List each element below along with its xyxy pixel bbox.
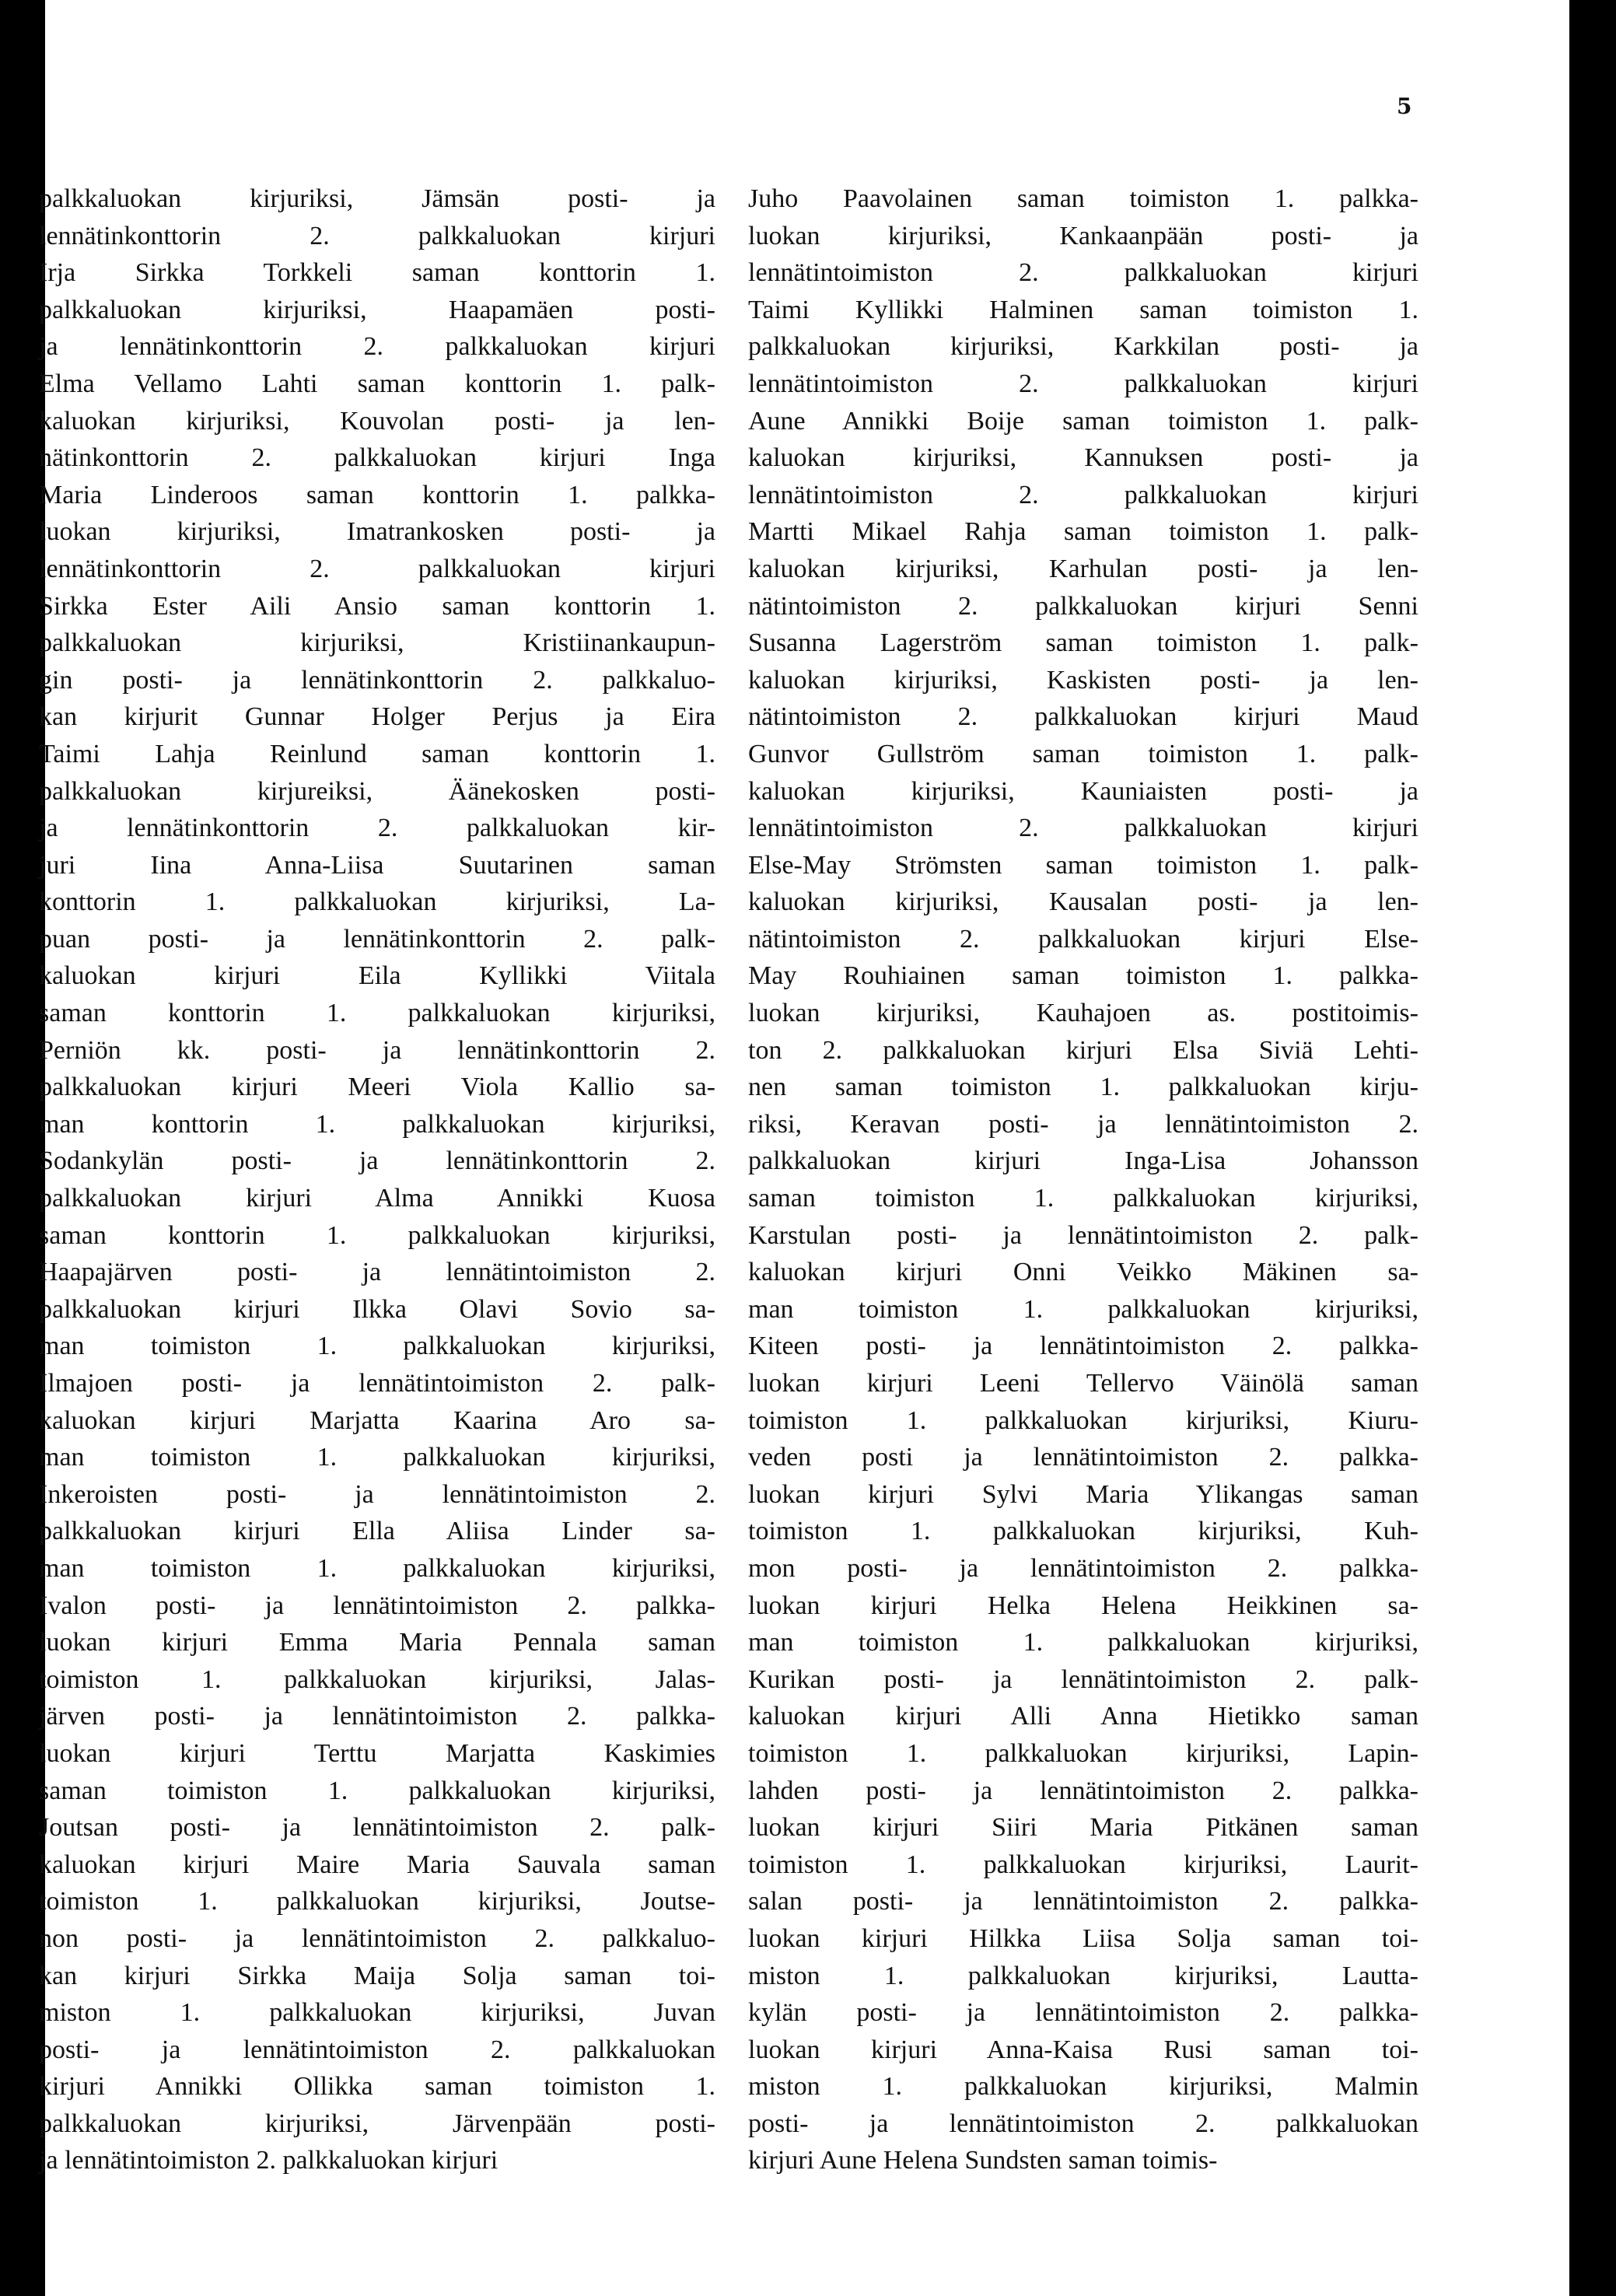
- text-line: kan kirjuri Sirkka Maija Solja saman toi-: [39, 1961, 715, 1990]
- text-line: luokan kirjuri Emma Maria Pennala saman: [39, 1628, 715, 1657]
- text-line: toimiston 1. palkkaluokan kirjuriksi, Kiuru-: [748, 1405, 1418, 1435]
- text-line: man toimiston 1. palkkaluokan kirjuriksi,: [39, 1443, 715, 1472]
- text-line: palkkaluokan kirjuri Inga-Lisa Johansson: [748, 1146, 1418, 1176]
- text-line: luokan kirjuri Siiri Maria Pitkänen saman: [748, 1813, 1418, 1843]
- text-line: Joutsan posti- ja lennätintoimiston 2. palk-: [39, 1813, 715, 1843]
- text-line: Else-May Strömsten saman toimiston 1. palk-: [748, 850, 1418, 880]
- text-line: luokan kirjuri Helka Helena Heikkinen sa-: [748, 1591, 1418, 1620]
- text-line: palkkaluokan kirjuriksi, Karkkilan posti- ja: [748, 332, 1418, 362]
- text-line: mon posti- ja lennätintoimiston 2. palkka-: [748, 1553, 1418, 1583]
- text-line: kaluokan kirjuri Alli Anna Hietikko saman: [748, 1702, 1418, 1731]
- text-line: kylän posti- ja lennätintoimiston 2. palkka-: [748, 1998, 1418, 2028]
- text-line: palkkaluokan kirjureiksi, Äänekosken posti-: [39, 776, 715, 806]
- text-line: May Rouhiainen saman toimiston 1. palkka-: [748, 961, 1418, 991]
- text-line: man toimiston 1. palkkaluokan kirjuriksi,: [748, 1628, 1418, 1657]
- text-line: Kurikan posti- ja lennätintoimiston 2. palk-: [748, 1664, 1418, 1694]
- text-line: kirjuri Annikki Ollikka saman toimiston 1.: [39, 2072, 715, 2102]
- text-line: man konttorin 1. palkkaluokan kirjuriksi,: [39, 1109, 715, 1139]
- text-line: Perniön kk. posti- ja lennätinkonttorin 2.: [39, 1035, 715, 1065]
- text-line: nätintoimiston 2. palkkaluokan kirjuri Senni: [748, 591, 1418, 621]
- text-line: ton 2. palkkaluokan kirjuri Elsa Siviä Lehti-: [748, 1035, 1418, 1065]
- text-line: Ivalon posti- ja lennätintoimiston 2. palkka-: [39, 1591, 715, 1620]
- text-line: saman konttorin 1. palkkaluokan kirjuriksi,: [39, 999, 715, 1028]
- text-line: Juho Paavolainen saman toimiston 1. palkka-: [748, 184, 1418, 213]
- text-line: luokan kirjuri Anna-Kaisa Rusi saman toi-: [748, 2035, 1418, 2064]
- text-line: nätintoimiston 2. palkkaluokan kirjuri Maud: [748, 702, 1418, 732]
- text-line: luokan kirjuri Sylvi Maria Ylikangas saman: [748, 1479, 1418, 1509]
- text-line: saman toimiston 1. palkkaluokan kirjuriksi,: [39, 1776, 715, 1805]
- text-line: kaluokan kirjuri Onni Veikko Mäkinen sa-: [748, 1258, 1418, 1287]
- text-line: kaluokan kirjuriksi, Kannuksen posti- ja: [748, 443, 1418, 473]
- text-line: ja lennätinkonttorin 2. palkkaluokan kir-: [39, 814, 715, 843]
- text-line: man toimiston 1. palkkaluokan kirjuriksi,: [39, 1553, 715, 1583]
- text-line: posti- ja lennätintoimiston 2. palkkaluokan: [748, 2109, 1418, 2138]
- text-line: lennätintoimiston 2. palkkaluokan kirjuri: [748, 480, 1418, 509]
- text-line: luokan kirjuri Hilkka Liisa Solja saman toi-: [748, 1923, 1418, 1953]
- text-line: konttorin 1. palkkaluokan kirjuriksi, La-: [39, 887, 715, 917]
- text-line: riksi, Keravan posti- ja lennätintoimiston 2.: [748, 1109, 1418, 1139]
- text-line: juri Iina Anna-Liisa Suutarinen saman: [39, 850, 715, 880]
- text-line: gin posti- ja lennätinkonttorin 2. palkkaluo-: [39, 665, 715, 695]
- text-line: saman konttorin 1. palkkaluokan kirjuriksi,: [39, 1220, 715, 1250]
- text-line: miston 1. palkkaluokan kirjuriksi, Lautta-: [748, 1961, 1418, 1990]
- text-line: kaluokan kirjuriksi, Kouvolan posti- ja len-: [39, 406, 715, 436]
- text-line: Taimi Kyllikki Halminen saman toimiston 1.: [748, 295, 1418, 324]
- text-line: lennätintoimiston 2. palkkaluokan kirjuri: [748, 369, 1418, 398]
- text-line: Elma Vellamo Lahti saman konttorin 1. palk-: [39, 369, 715, 398]
- text-line: Gunvor Gullström saman toimiston 1. palk-: [748, 739, 1418, 768]
- text-line: non posti- ja lennätintoimiston 2. palkkaluo-: [39, 1923, 715, 1953]
- text-line: man toimiston 1. palkkaluokan kirjuriksi,: [748, 1294, 1418, 1324]
- text-line: palkkaluokan kirjuriksi, Järvenpään posti-: [39, 2109, 715, 2138]
- text-line: Inkeroisten posti- ja lennätintoimiston 2.: [39, 1479, 715, 1509]
- text-line: luokan kirjuri Leeni Tellervo Väinölä saman: [748, 1369, 1418, 1398]
- text-line: kaluokan kirjuriksi, Kaskisten posti- ja len-: [748, 665, 1418, 695]
- text-line: Maria Linderoos saman konttorin 1. palkka-: [39, 480, 715, 509]
- text-line: lennätintoimiston 2. palkkaluokan kirjuri: [748, 814, 1418, 843]
- text-line: Sodankylän posti- ja lennätinkonttorin 2.: [39, 1146, 715, 1176]
- text-line: Haapajärven posti- ja lennätintoimiston 2.: [39, 1258, 715, 1287]
- page-number: 5: [1397, 93, 1413, 119]
- text-line: veden posti ja lennätintoimiston 2. palkka-: [748, 1443, 1418, 1472]
- text-line: kaluokan kirjuri Maire Maria Sauvala saman: [39, 1850, 715, 1879]
- text-line: toimiston 1. palkkaluokan kirjuriksi, Jalas-: [39, 1664, 715, 1694]
- text-line: palkkaluokan kirjuriksi, Jämsän posti- ja: [39, 184, 715, 213]
- text-line: palkkaluokan kirjuri Meeri Viola Kallio sa-: [39, 1073, 715, 1102]
- text-line: Susanna Lagerström saman toimiston 1. palk-: [748, 628, 1418, 658]
- text-line: järven posti- ja lennätintoimiston 2. palkka-: [39, 1702, 715, 1731]
- text-line: toimiston 1. palkkaluokan kirjuriksi, Joutse-: [39, 1887, 715, 1916]
- text-line: lahden posti- ja lennätintoimiston 2. palkka-: [748, 1776, 1418, 1805]
- text-line: toimiston 1. palkkaluokan kirjuriksi, Laurit-: [748, 1850, 1418, 1879]
- scan-border-right: [1569, 0, 1616, 2296]
- text-line: palkkaluokan kirjuriksi, Kristiinankaupun-: [39, 628, 715, 658]
- text-line: man toimiston 1. palkkaluokan kirjuriksi,: [39, 1332, 715, 1361]
- text-line: Irja Sirkka Torkkeli saman konttorin 1.: [39, 258, 715, 288]
- text-line: luokan kirjuri Terttu Marjatta Kaskimies: [39, 1738, 715, 1768]
- text-line: Martti Mikael Rahja saman toimiston 1. palk-: [748, 517, 1418, 547]
- text-line: Ilmajoen posti- ja lennätintoimiston 2. palk-: [39, 1369, 715, 1398]
- left-text-column: [39, 180, 715, 2179]
- text-line: miston 1. palkkaluokan kirjuriksi, Malmin: [748, 2072, 1418, 2102]
- text-line: Sirkka Ester Aili Ansio saman konttorin 1.: [39, 591, 715, 621]
- text-line: ja lennätintoimiston 2. palkkaluokan kirjuri: [39, 2146, 498, 2175]
- text-line: salan posti- ja lennätintoimiston 2. palkka-: [748, 1887, 1418, 1916]
- text-line: kan kirjurit Gunnar Holger Perjus ja Eira: [39, 702, 715, 732]
- text-line: kaluokan kirjuri Eila Kyllikki Viitala: [39, 961, 715, 991]
- text-line: Aune Annikki Boije saman toimiston 1. palk-: [748, 406, 1418, 436]
- text-line: kirjuri Aune Helena Sundsten saman toimis-: [748, 2146, 1218, 2175]
- text-line: Taimi Lahja Reinlund saman konttorin 1.: [39, 739, 715, 768]
- text-line: luokan kirjuriksi, Kauhajoen as. postitoimis-: [748, 999, 1418, 1028]
- text-line: posti- ja lennätintoimiston 2. palkkaluokan: [39, 2035, 715, 2064]
- text-line: lennätinkonttorin 2. palkkaluokan kirjuri: [39, 554, 715, 583]
- text-line: lennätintoimiston 2. palkkaluokan kirjuri: [748, 258, 1418, 288]
- text-line: nätintoimiston 2. palkkaluokan kirjuri Else-: [748, 924, 1418, 954]
- text-line: palkkaluokan kirjuri Alma Annikki Kuosa: [39, 1184, 715, 1213]
- text-line: puan posti- ja lennätinkonttorin 2. palk-: [39, 924, 715, 954]
- text-line: nen saman toimiston 1. palkkaluokan kirju-: [748, 1073, 1418, 1102]
- text-line: luokan kirjuriksi, Kankaanpään posti- ja: [748, 221, 1418, 250]
- text-line: kaluokan kirjuri Marjatta Kaarina Aro sa-: [39, 1405, 715, 1435]
- text-line: miston 1. palkkaluokan kirjuriksi, Juvan: [39, 1998, 715, 2028]
- text-line: ja lennätinkonttorin 2. palkkaluokan kirjuri: [39, 332, 715, 362]
- text-line: palkkaluokan kirjuri Ella Aliisa Linder sa-: [39, 1517, 715, 1546]
- text-line: nätinkonttorin 2. palkkaluokan kirjuri Inga: [39, 443, 715, 473]
- text-line: kaluokan kirjuriksi, Karhulan posti- ja len-: [748, 554, 1418, 583]
- text-line: palkkaluokan kirjuri Ilkka Olavi Sovio sa-: [39, 1294, 715, 1324]
- text-line: toimiston 1. palkkaluokan kirjuriksi, Lapin-: [748, 1738, 1418, 1768]
- right-text-column: [748, 180, 1418, 2179]
- text-line: Kiteen posti- ja lennätintoimiston 2. palkka-: [748, 1332, 1418, 1361]
- text-line: kaluokan kirjuriksi, Kausalan posti- ja len-: [748, 887, 1418, 917]
- text-line: kaluokan kirjuriksi, Kauniaisten posti- ja: [748, 776, 1418, 806]
- text-line: Karstulan posti- ja lennätintoimiston 2. palk-: [748, 1220, 1418, 1250]
- text-line: luokan kirjuriksi, Imatrankosken posti- ja: [39, 517, 715, 547]
- text-line: toimiston 1. palkkaluokan kirjuriksi, Kuh-: [748, 1517, 1418, 1546]
- text-line: lennätinkonttorin 2. palkkaluokan kirjuri: [39, 221, 715, 250]
- text-line: palkkaluokan kirjuriksi, Haapamäen posti-: [39, 295, 715, 324]
- text-line: saman toimiston 1. palkkaluokan kirjuriksi,: [748, 1184, 1418, 1213]
